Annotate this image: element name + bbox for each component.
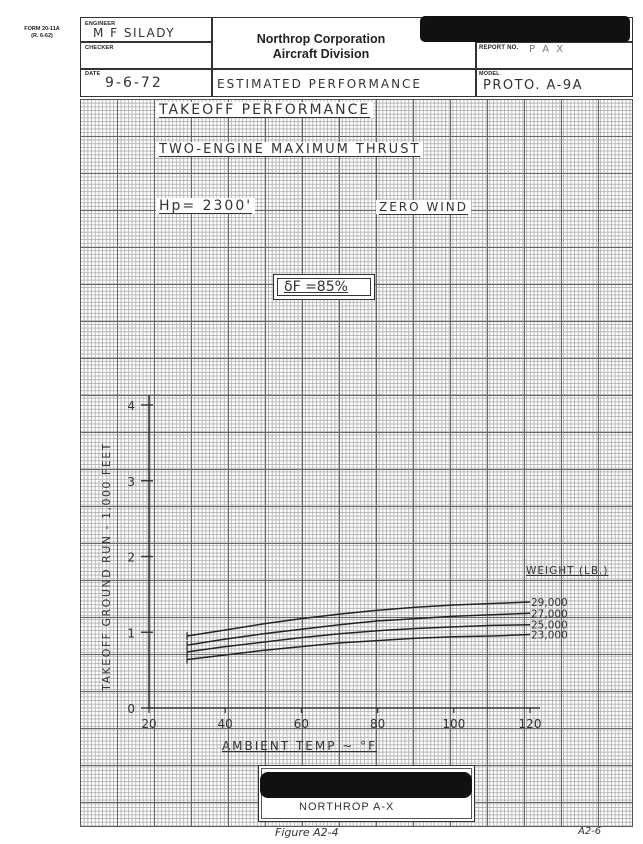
series-label: 25,000 — [531, 619, 568, 632]
model-value: PROTO. A-9A — [483, 78, 583, 93]
y-axis-label: TAKEOFF GROUND RUN - 1,000 FEET — [100, 442, 113, 691]
footer-redaction-bar — [260, 772, 472, 798]
corporation-title: Northrop Corporation — [256, 32, 386, 46]
checker-label: CHECKER — [85, 45, 114, 51]
wind-label: ZERO WIND — [376, 200, 471, 214]
subject-text: ESTIMATED PERFORMANCE — [217, 77, 423, 91]
report-label: REPORT NO. — [479, 45, 519, 51]
series-line — [187, 602, 530, 636]
y-tick-label: 3 — [127, 474, 135, 489]
y-tick-label: 1 — [127, 626, 135, 641]
date-value: 9-6-72 — [105, 75, 163, 91]
y-tick-label: 2 — [127, 550, 135, 565]
form-revision-text: (R. 6-62) — [31, 33, 53, 39]
chart-title-line2: TWO-ENGINE MAXIMUM THRUST — [156, 142, 423, 157]
report-number: P A X — [529, 44, 566, 55]
series-line — [187, 635, 530, 660]
x-tick-label: 100 — [442, 717, 466, 731]
series-label: 23,000 — [531, 629, 568, 642]
page-number: A2-6 — [578, 826, 602, 837]
division-title: Aircraft Division — [272, 47, 370, 61]
engineer-label: ENGINEER — [85, 21, 116, 27]
figure-label: Figure A2-4 — [275, 826, 339, 839]
x-tick-label: 60 — [293, 717, 310, 731]
x-tick-label: 80 — [369, 717, 386, 731]
series-line — [187, 625, 530, 652]
x-axis-label: AMBIENT TEMP ~ °F — [221, 739, 378, 753]
flap-setting-text: δF =85% — [284, 279, 348, 295]
x-tick-label: 20 — [141, 717, 157, 731]
engineer-name: M F SILADY — [93, 26, 176, 40]
chart-title-line1: TAKEOFF PERFORMANCE — [156, 102, 373, 118]
legend-title: WEIGHT (LB.) — [526, 564, 609, 577]
series-label: 27,000 — [531, 608, 568, 621]
x-tick-label: 120 — [518, 717, 542, 731]
date-label: DATE — [85, 71, 101, 77]
altitude-label: Hp= 2300' — [156, 198, 255, 214]
y-tick-label: 0 — [127, 702, 135, 716]
x-tick-label: 40 — [217, 717, 233, 731]
model-label: MODEL — [479, 71, 500, 77]
series-label: 29,000 — [531, 596, 568, 609]
form-number-text: FORM 20-11A — [24, 26, 60, 32]
footer-stamp-text: NORTHROP A-X — [299, 801, 395, 813]
series-line — [187, 613, 530, 645]
y-tick-label: 4 — [127, 399, 135, 413]
